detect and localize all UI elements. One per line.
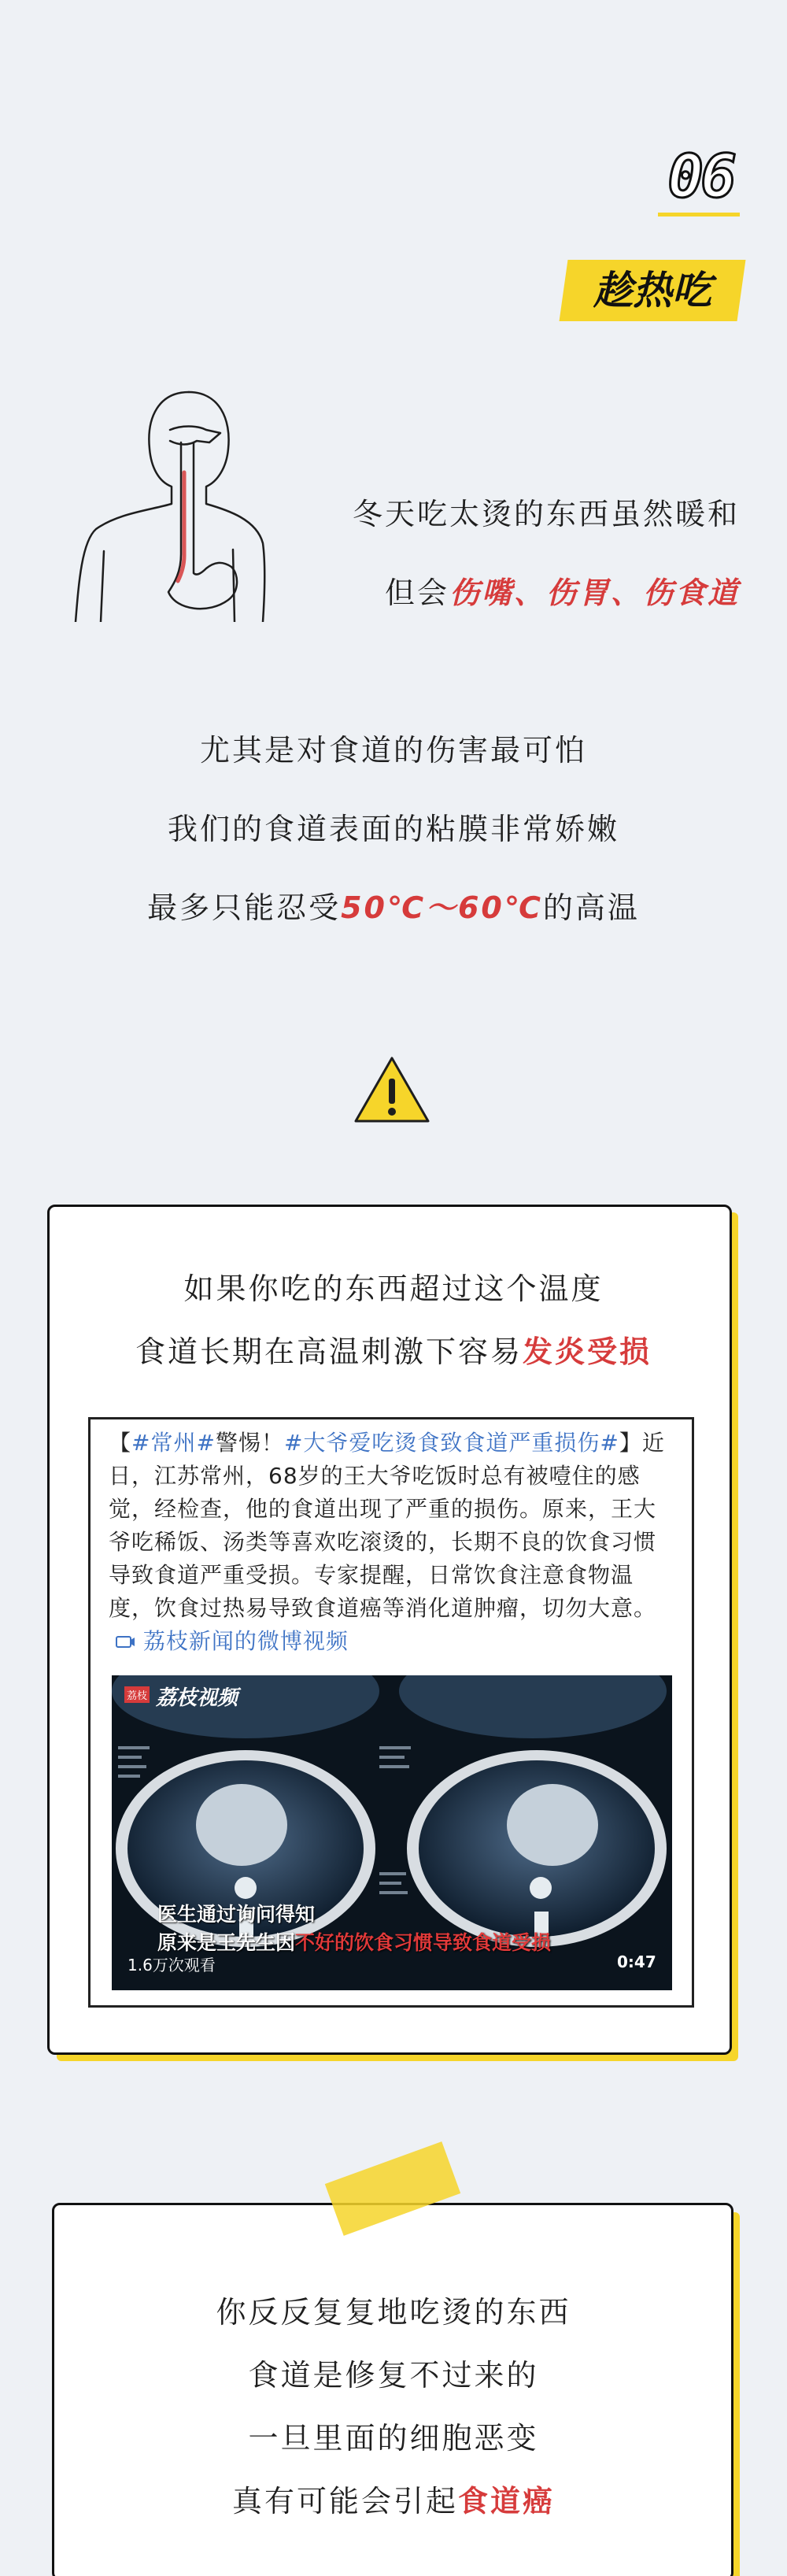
body-line-2: 我们的食道表面的粘膜非常娇嫩 xyxy=(167,812,619,846)
esophagus-body-illustration xyxy=(71,386,268,622)
video-link-icon xyxy=(115,1634,135,1650)
card-1-line-1: 如果你吃的东西超过这个温度 xyxy=(183,1271,604,1306)
body-line-3-suffix: 的高温 xyxy=(542,890,640,925)
video-caption-2 xyxy=(157,1927,551,1956)
video-logo: 荔枝视频 xyxy=(156,1686,238,1710)
video-caption-1: 医生通过询问得知 xyxy=(157,1903,316,1926)
bracket-close: 】 xyxy=(619,1430,642,1456)
video-duration: 0:47 xyxy=(617,1952,656,1971)
card-2-line-2: 食道是修复不过来的 xyxy=(248,2358,539,2393)
card-1-line-2-prefix: 食道长期在高温刺激下容易 xyxy=(135,1334,523,1369)
card-1-line-2 xyxy=(0,1332,787,1371)
card-1-line-2-highlight: 发炎受损 xyxy=(523,1334,652,1369)
video-caption-2-highlight: 不好的饮食习惯导致食道受损 xyxy=(295,1931,552,1954)
temperature-highlight: 50℃～60℃ xyxy=(341,890,543,925)
body-line-1: 尤其是对食道的伤害最可怕 xyxy=(199,733,587,768)
hashtag-main[interactable]: #大爷爱吃烫食致食道严重损伤# xyxy=(283,1430,619,1456)
intro-line-2-highlight: 伤嘴、伤胃、伤食道 xyxy=(449,576,740,610)
intro-line-2-prefix: 但会 xyxy=(384,576,449,610)
section-title: 趁热吃 xyxy=(593,267,711,313)
card-2-line-4-prefix: 真有可能会引起 xyxy=(231,2484,458,2519)
section-number-underline xyxy=(658,213,740,217)
video-link[interactable] xyxy=(109,1628,349,1654)
weibo-content: 近日，江苏常州，68岁的王大爷吃饭时总有被噎住的感觉，经检查，他的食道出现了严重的损伤。原来，王大爷吃稀饭、汤类等喜欢吃滚烫的，长期不良的饮食习惯导致食道严重受损。专家提醒，日常饮食注意食物温度，饮食过热易导致食道癌等消化道肿瘤，切勿大意。 xyxy=(109,1430,665,1621)
hashtag-changzhou[interactable]: #常州# xyxy=(131,1430,216,1456)
video-view-count: 1.6万次观看 xyxy=(127,1956,216,1975)
weibo-post-text xyxy=(109,1427,677,1658)
video-logo-badge: 荔枝 xyxy=(124,1686,150,1703)
alert-text: 警惕！ xyxy=(215,1430,284,1456)
intro-line-2 xyxy=(385,573,740,613)
body-line-3-prefix: 最多只能忍受 xyxy=(147,890,342,925)
card-2-line-4-highlight: 食道癌 xyxy=(458,2484,556,2519)
bracket-open: 【 xyxy=(109,1430,132,1456)
section-number: 06 xyxy=(667,141,733,211)
intro-line-1: 冬天吃太烫的东西虽然暖和 xyxy=(352,497,740,531)
video-caption-2-prefix: 原来是王先生因 xyxy=(157,1931,296,1954)
card-2-line-4 xyxy=(0,2482,787,2521)
video-link-text[interactable]: 荔枝新闻的微博视频 xyxy=(142,1628,349,1654)
card-2-line-1: 你反反复复地吃烫的东西 xyxy=(216,2295,571,2330)
warning-triangle-icon xyxy=(351,1053,433,1126)
body-line-3 xyxy=(0,888,787,927)
card-2-line-3: 一旦里面的细胞恶变 xyxy=(248,2421,539,2456)
